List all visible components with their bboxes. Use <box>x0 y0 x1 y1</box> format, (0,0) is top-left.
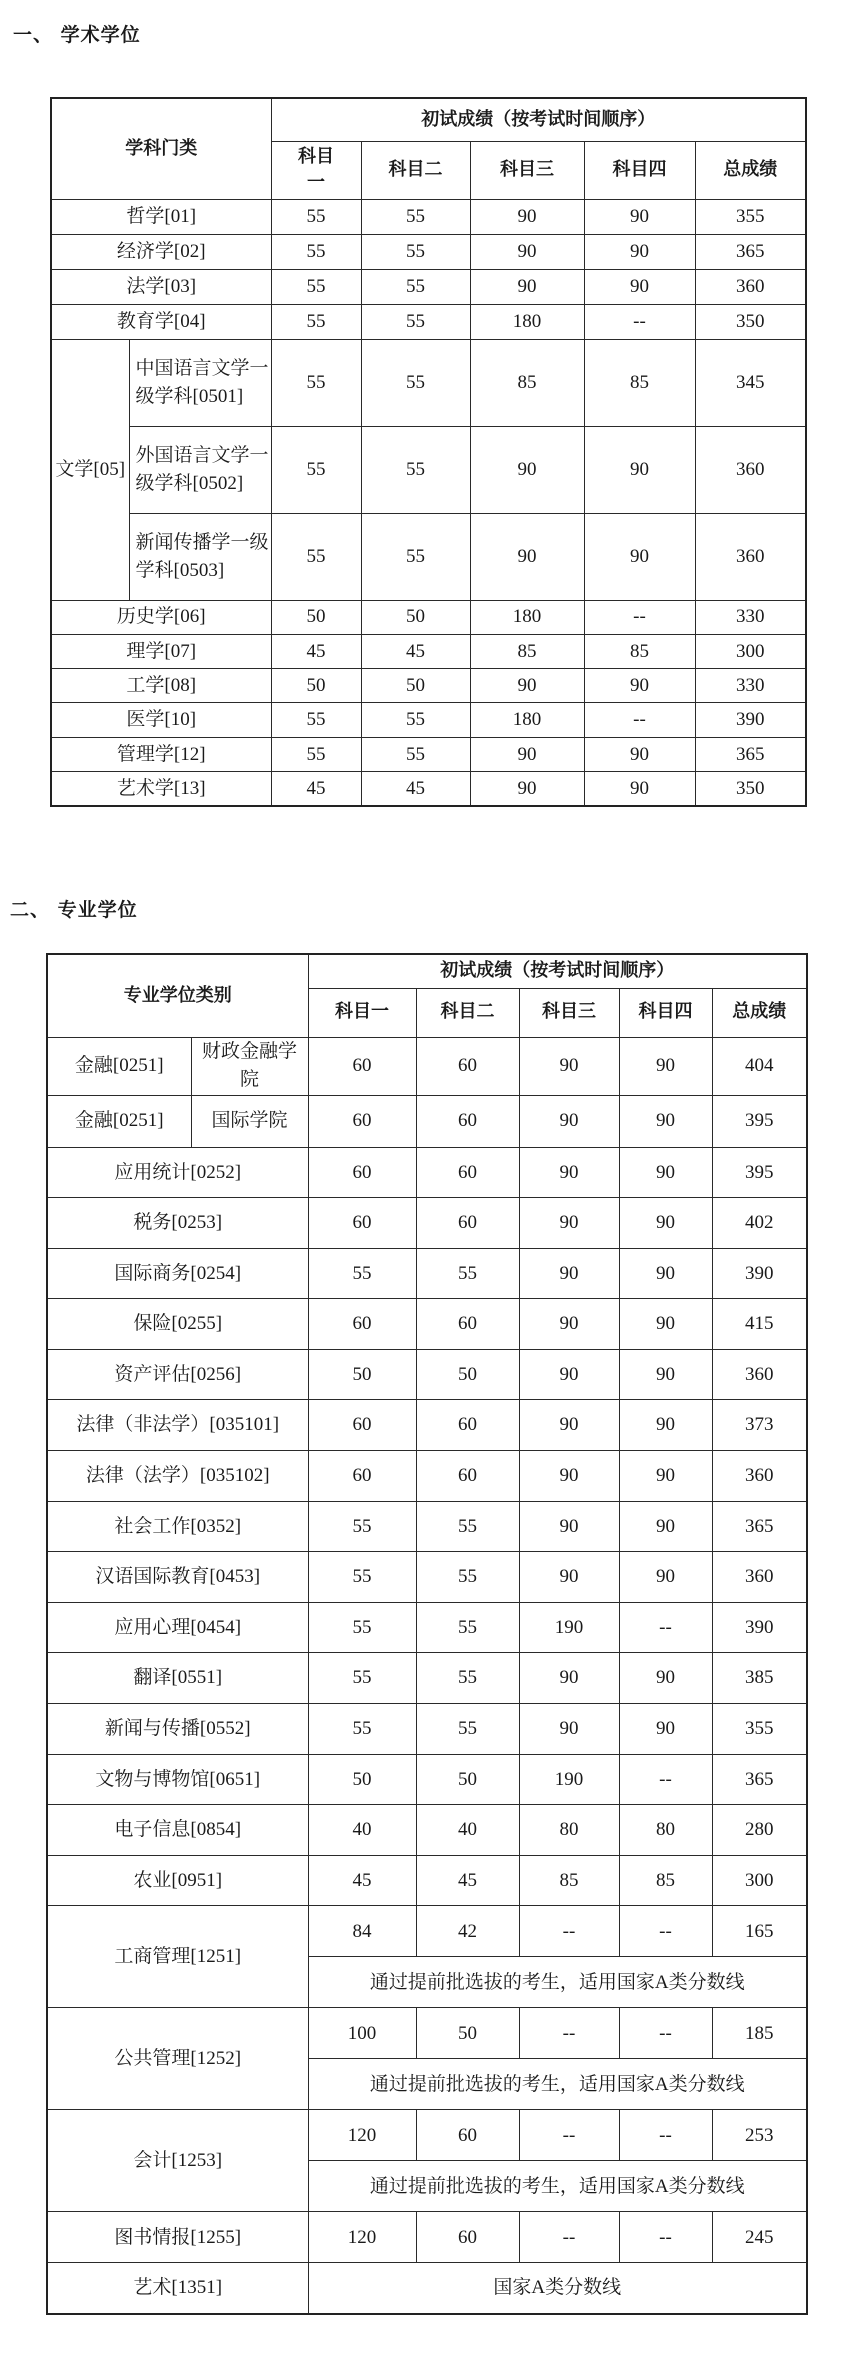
score-cell: -- <box>619 2008 712 2059</box>
table-row <box>51 339 806 426</box>
degree-name: 应用心理[0454] <box>47 1602 308 1653</box>
degree-name: 应用统计[0252] <box>47 1147 308 1198</box>
score-cell: 100 <box>308 2008 416 2059</box>
table-row <box>47 1198 807 1249</box>
score-cell: 402 <box>712 1198 807 1249</box>
sub-discipline-name: 外国语言文学一级学科[0502] <box>129 426 271 513</box>
score-cell: 90 <box>584 669 695 703</box>
score-cell: 40 <box>416 1805 519 1856</box>
score-cell: 60 <box>416 1400 519 1451</box>
degree-name: 文物与博物馆[0651] <box>47 1754 308 1805</box>
score-cell: 90 <box>584 771 695 805</box>
table-row <box>51 269 806 304</box>
score-cell: 85 <box>619 1855 712 1906</box>
score-cell: 90 <box>470 199 584 234</box>
score-cell: 50 <box>361 669 470 703</box>
score-cell: 365 <box>712 1754 807 1805</box>
score-cell: 55 <box>308 1248 416 1299</box>
section-title-academic: 一、 学术学位 <box>13 24 141 46</box>
header-subject: 科目四 <box>619 988 712 1037</box>
score-cell: 50 <box>308 1349 416 1400</box>
score-cell: 355 <box>712 1704 807 1755</box>
score-cell: 350 <box>695 304 806 339</box>
score-cell: 90 <box>519 1501 619 1552</box>
score-cell: 85 <box>584 339 695 426</box>
score-cell: -- <box>519 2110 619 2161</box>
score-cell: 60 <box>308 1451 416 1502</box>
score-cell: 90 <box>619 1248 712 1299</box>
score-cell: 395 <box>712 1095 807 1147</box>
table-row <box>47 1805 807 1856</box>
score-cell: 90 <box>619 1349 712 1400</box>
degree-name: 保险[0255] <box>47 1299 308 1350</box>
score-cell: 360 <box>712 1349 807 1400</box>
table-row <box>47 1095 807 1147</box>
discipline-name: 管理学[12] <box>51 737 271 771</box>
score-cell: 90 <box>584 426 695 513</box>
score-cell: 50 <box>308 1754 416 1805</box>
degree-name: 法律（非法学）[035101] <box>47 1400 308 1451</box>
table-row <box>47 1451 807 1502</box>
score-cell: 90 <box>619 1095 712 1147</box>
score-cell: 360 <box>695 513 806 600</box>
header-subject: 总成绩 <box>695 141 806 199</box>
degree-name: 税务[0253] <box>47 1198 308 1249</box>
degree-name: 金融[0251] <box>47 1037 191 1095</box>
discipline-name: 历史学[06] <box>51 600 271 634</box>
score-cell: 345 <box>695 339 806 426</box>
score-cell: 90 <box>619 1037 712 1095</box>
score-cell: -- <box>619 2212 712 2263</box>
score-cell: 60 <box>416 2110 519 2161</box>
score-cell: 55 <box>271 426 361 513</box>
degree-name: 法律（法学）[035102] <box>47 1451 308 1502</box>
score-cell: 180 <box>470 703 584 737</box>
header-subject: 科目三 <box>470 141 584 199</box>
score-cell: 55 <box>271 737 361 771</box>
discipline-name: 经济学[02] <box>51 234 271 269</box>
professional-score-table <box>46 953 808 2315</box>
table-row <box>47 1653 807 1704</box>
degree-name: 会计[1253] <box>47 2110 308 2212</box>
score-cell: 365 <box>712 1501 807 1552</box>
score-cell: 180 <box>470 304 584 339</box>
score-cell: -- <box>584 703 695 737</box>
score-cell: 55 <box>361 703 470 737</box>
header-subject: 科目四 <box>584 141 695 199</box>
score-cell: 245 <box>712 2212 807 2263</box>
discipline-group-name: 文学[05] <box>51 339 129 600</box>
score-cell: 365 <box>695 234 806 269</box>
score-cell: 120 <box>308 2212 416 2263</box>
score-cell: 50 <box>271 669 361 703</box>
score-cell: 55 <box>271 513 361 600</box>
score-cell: -- <box>519 2212 619 2263</box>
table-row <box>47 1855 807 1906</box>
score-cell: 55 <box>271 199 361 234</box>
score-cell: 415 <box>712 1299 807 1350</box>
header-group: 初试成绩（按考试时间顺序） <box>271 98 806 141</box>
table-row <box>47 1248 807 1299</box>
score-cell: 90 <box>584 269 695 304</box>
score-cell: 80 <box>519 1805 619 1856</box>
score-cell: 50 <box>271 600 361 634</box>
table-row <box>47 2263 807 2314</box>
degree-name: 工商管理[1251] <box>47 1906 308 2008</box>
degree-name: 图书情报[1255] <box>47 2212 308 2263</box>
score-cell: 60 <box>308 1299 416 1350</box>
score-cell: 55 <box>416 1704 519 1755</box>
score-cell: 55 <box>271 269 361 304</box>
score-cell: 90 <box>519 1451 619 1502</box>
degree-name: 金融[0251] <box>47 1095 191 1147</box>
score-cell: -- <box>519 2008 619 2059</box>
score-cell: 55 <box>271 703 361 737</box>
table-row <box>47 1906 807 1957</box>
degree-name: 电子信息[0854] <box>47 1805 308 1856</box>
score-cell: 373 <box>712 1400 807 1451</box>
table-row <box>51 669 806 703</box>
score-cell: 55 <box>416 1653 519 1704</box>
degree-name: 国际商务[0254] <box>47 1248 308 1299</box>
header-category: 学科门类 <box>51 98 271 199</box>
score-cell: 90 <box>619 1400 712 1451</box>
score-cell: 385 <box>712 1653 807 1704</box>
score-cell: 55 <box>361 737 470 771</box>
score-cell: 390 <box>695 703 806 737</box>
score-cell: 45 <box>271 771 361 805</box>
score-cell: 90 <box>619 1704 712 1755</box>
score-cell: 50 <box>361 600 470 634</box>
table-row <box>47 1349 807 1400</box>
table-row <box>47 1754 807 1805</box>
score-cell: 90 <box>519 1349 619 1400</box>
score-cell: 280 <box>712 1805 807 1856</box>
score-cell: 253 <box>712 2110 807 2161</box>
score-cell: 360 <box>712 1552 807 1603</box>
header-subject <box>271 141 361 199</box>
score-cell: 90 <box>519 1248 619 1299</box>
score-cell: 45 <box>416 1855 519 1906</box>
score-cell: 55 <box>361 269 470 304</box>
score-cell: 60 <box>416 2212 519 2263</box>
discipline-name: 工学[08] <box>51 669 271 703</box>
score-cell: 365 <box>695 737 806 771</box>
score-cell: 80 <box>619 1805 712 1856</box>
score-cell: 55 <box>361 513 470 600</box>
table-row <box>47 2110 807 2161</box>
header-group: 初试成绩（按考试时间顺序） <box>308 954 807 988</box>
score-cell: 85 <box>584 634 695 668</box>
score-cell: 90 <box>470 771 584 805</box>
score-cell: 90 <box>584 234 695 269</box>
score-cell: 85 <box>470 634 584 668</box>
score-cell: 90 <box>470 269 584 304</box>
cutoff-note: 通过提前批选拔的考生，适用国家A类分数线 <box>308 2161 807 2212</box>
score-cell: 55 <box>416 1501 519 1552</box>
score-cell: 60 <box>416 1095 519 1147</box>
score-cell: 355 <box>695 199 806 234</box>
table-row <box>51 199 806 234</box>
degree-name: 资产评估[0256] <box>47 1349 308 1400</box>
score-cell: 60 <box>308 1037 416 1095</box>
score-cell: 90 <box>519 1552 619 1603</box>
score-cell: 90 <box>470 426 584 513</box>
discipline-name: 法学[03] <box>51 269 271 304</box>
table-row <box>51 634 806 668</box>
score-cell: 55 <box>416 1602 519 1653</box>
discipline-name: 医学[10] <box>51 703 271 737</box>
discipline-name: 哲学[01] <box>51 199 271 234</box>
score-cell: 60 <box>308 1198 416 1249</box>
table-row <box>47 1501 807 1552</box>
score-cell: 90 <box>619 1501 712 1552</box>
score-cell: 55 <box>271 339 361 426</box>
cutoff-note: 国家A类分数线 <box>308 2263 807 2314</box>
score-cell: 90 <box>519 1037 619 1095</box>
header-subject: 总成绩 <box>712 988 807 1037</box>
score-cell: 50 <box>416 2008 519 2059</box>
score-cell: 60 <box>416 1451 519 1502</box>
score-cell: 55 <box>361 426 470 513</box>
header-category: 专业学位类别 <box>47 954 308 1037</box>
score-cell: -- <box>619 1754 712 1805</box>
score-cell: 90 <box>584 737 695 771</box>
score-cell: 90 <box>519 1095 619 1147</box>
table-row <box>51 304 806 339</box>
table-row <box>51 703 806 737</box>
score-cell: 50 <box>416 1349 519 1400</box>
score-cell: 55 <box>361 234 470 269</box>
score-cell: 55 <box>308 1704 416 1755</box>
score-cell: -- <box>519 1906 619 1957</box>
score-cell: 165 <box>712 1906 807 1957</box>
score-cell: 60 <box>416 1037 519 1095</box>
table-row <box>51 426 806 513</box>
table-row <box>47 2212 807 2263</box>
score-cell: -- <box>584 304 695 339</box>
header-subject-text: 科目一 <box>297 145 334 193</box>
score-cell: 90 <box>519 1299 619 1350</box>
score-cell: 85 <box>519 1855 619 1906</box>
score-cell: 360 <box>695 269 806 304</box>
score-cell: 40 <box>308 1805 416 1856</box>
score-cell: 90 <box>470 737 584 771</box>
degree-name: 社会工作[0352] <box>47 1501 308 1552</box>
score-cell: 55 <box>308 1552 416 1603</box>
header-subject: 科目一 <box>308 988 416 1037</box>
score-cell: 180 <box>470 600 584 634</box>
score-cell: 90 <box>519 1653 619 1704</box>
score-cell: 45 <box>361 634 470 668</box>
score-cell: 90 <box>470 669 584 703</box>
table-row <box>47 1299 807 1350</box>
cutoff-note: 通过提前批选拔的考生，适用国家A类分数线 <box>308 1957 807 2008</box>
score-cell: 42 <box>416 1906 519 1957</box>
sub-discipline-name: 新闻传播学一级学科[0503] <box>129 513 271 600</box>
score-cell: 85 <box>470 339 584 426</box>
score-cell: -- <box>619 2110 712 2161</box>
sub-discipline-name: 中国语言文学一级学科[0501] <box>129 339 271 426</box>
score-cell: 90 <box>470 513 584 600</box>
score-cell: 55 <box>308 1501 416 1552</box>
score-cell: 330 <box>695 600 806 634</box>
discipline-name: 理学[07] <box>51 634 271 668</box>
header-row <box>47 954 807 988</box>
score-cell: 300 <box>695 634 806 668</box>
degree-name: 艺术[1351] <box>47 2263 308 2314</box>
score-cell: 120 <box>308 2110 416 2161</box>
score-cell: 60 <box>416 1147 519 1198</box>
score-cell: 190 <box>519 1602 619 1653</box>
score-cell: 90 <box>584 513 695 600</box>
score-cell: 50 <box>416 1754 519 1805</box>
table-row <box>47 2008 807 2059</box>
score-cell: 45 <box>308 1855 416 1906</box>
header-subject: 科目二 <box>416 988 519 1037</box>
discipline-name: 艺术学[13] <box>51 771 271 805</box>
score-cell: 55 <box>308 1653 416 1704</box>
score-cell: 90 <box>619 1147 712 1198</box>
table-row <box>51 600 806 634</box>
section-title-professional: 二、 专业学位 <box>10 899 138 921</box>
degree-name: 新闻与传播[0552] <box>47 1704 308 1755</box>
score-cell: 90 <box>519 1198 619 1249</box>
score-cell: 190 <box>519 1754 619 1805</box>
table-row <box>51 737 806 771</box>
score-cell: 330 <box>695 669 806 703</box>
score-cell: 45 <box>361 771 470 805</box>
score-cell: 300 <box>712 1855 807 1906</box>
score-cell: 55 <box>271 234 361 269</box>
score-cell: 60 <box>308 1147 416 1198</box>
score-cell: -- <box>619 1602 712 1653</box>
score-cell: 90 <box>619 1299 712 1350</box>
score-cell: 90 <box>619 1653 712 1704</box>
score-cell: 55 <box>361 199 470 234</box>
score-cell: 55 <box>416 1552 519 1603</box>
table-row <box>51 771 806 805</box>
header-subject: 科目二 <box>361 141 470 199</box>
score-cell: 390 <box>712 1248 807 1299</box>
score-cell: 60 <box>308 1400 416 1451</box>
score-cell: 60 <box>416 1299 519 1350</box>
degree-name: 农业[0951] <box>47 1855 308 1906</box>
score-cell: 60 <box>308 1095 416 1147</box>
table-row <box>47 1400 807 1451</box>
degree-name: 汉语国际教育[0453] <box>47 1552 308 1603</box>
score-cell: 55 <box>416 1248 519 1299</box>
score-cell: 90 <box>470 234 584 269</box>
score-cell: 55 <box>361 304 470 339</box>
header-subject: 科目三 <box>519 988 619 1037</box>
table-row <box>47 1602 807 1653</box>
score-cell: 360 <box>695 426 806 513</box>
score-cell: -- <box>584 600 695 634</box>
table-row <box>47 1147 807 1198</box>
score-cell: 55 <box>271 304 361 339</box>
table-row <box>47 1552 807 1603</box>
score-cell: 90 <box>584 199 695 234</box>
score-cell: 55 <box>361 339 470 426</box>
score-cell: 90 <box>519 1400 619 1451</box>
score-cell: 90 <box>619 1198 712 1249</box>
table-row <box>47 1037 807 1095</box>
score-cell: 360 <box>712 1451 807 1502</box>
score-cell: 90 <box>619 1451 712 1502</box>
score-cell: 55 <box>308 1602 416 1653</box>
score-cell: 390 <box>712 1602 807 1653</box>
score-cell: 395 <box>712 1147 807 1198</box>
score-cell: -- <box>619 1906 712 1957</box>
score-cell: 45 <box>271 634 361 668</box>
academic-score-table <box>50 97 807 807</box>
cutoff-note: 通过提前批选拔的考生，适用国家A类分数线 <box>308 2059 807 2110</box>
degree-name: 公共管理[1252] <box>47 2008 308 2110</box>
discipline-name: 教育学[04] <box>51 304 271 339</box>
table-row <box>51 513 806 600</box>
score-cell: 90 <box>519 1147 619 1198</box>
table-row <box>47 1704 807 1755</box>
score-cell: 90 <box>519 1704 619 1755</box>
school-name: 财政金融学院 <box>191 1037 308 1095</box>
score-cell: 90 <box>619 1552 712 1603</box>
score-cell: 60 <box>416 1198 519 1249</box>
degree-name: 翻译[0551] <box>47 1653 308 1704</box>
table-row <box>51 234 806 269</box>
score-cell: 350 <box>695 771 806 805</box>
score-cell: 84 <box>308 1906 416 1957</box>
header-row <box>51 98 806 141</box>
score-cell: 404 <box>712 1037 807 1095</box>
score-cell: 185 <box>712 2008 807 2059</box>
school-name: 国际学院 <box>191 1095 308 1147</box>
